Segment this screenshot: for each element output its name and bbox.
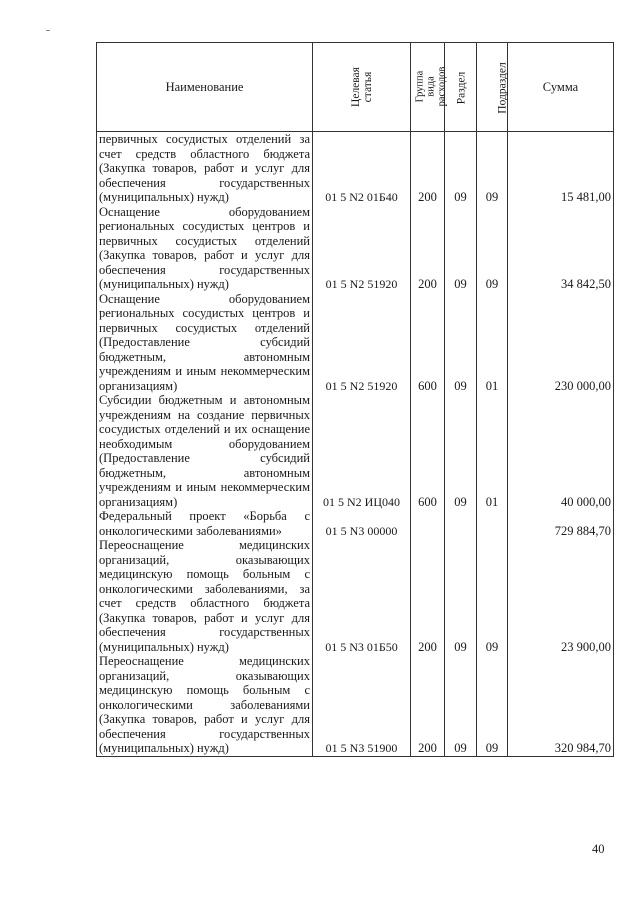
row-target-article: 01 5 N3 51900	[313, 654, 411, 756]
row-target-article: 01 5 N3 01Б50	[313, 538, 411, 654]
row-target-article: 01 5 N3 00000	[313, 509, 411, 538]
row-target-article: 01 5 N2 51920	[313, 292, 411, 394]
row-section: 09	[445, 538, 477, 654]
row-name: Субсидии бюджетным и автономным учреждениям на создание первичных сосудистых отделений и их оснащение необходимым оборудованием (Предоставление субсидий бюджетным, автономным учреждениям и иным некоммерческим организациям)	[97, 393, 313, 509]
page-number: 40	[592, 842, 605, 856]
header-name: Наименование	[97, 43, 313, 132]
row-section: 09	[445, 292, 477, 394]
row-subsection: 09	[477, 654, 508, 756]
row-amount: 15 481,00	[508, 132, 614, 205]
row-expense-group: 600	[411, 393, 445, 509]
row-target-article: 01 5 N2 01Б40	[313, 132, 411, 205]
row-name: первичных сосудистых отделений за счет средств областного бюджета (Закупка товаров, работ и услуг для обеспечения государственных (муниципальных) нужд)	[97, 132, 313, 205]
row-section: 09	[445, 654, 477, 756]
row-amount: 729 884,70	[508, 509, 614, 538]
header-subsection: Подраздел	[477, 43, 508, 132]
budget-table	[96, 42, 614, 757]
header-target-article: Целевая статья	[313, 43, 411, 132]
row-expense-group: 600	[411, 292, 445, 394]
row-section: 09	[445, 393, 477, 509]
row-name: Оснащение оборудованием региональных сосудистых центров и первичных сосудистых отделений (Предоставление субсидий бюджетным, автономным учреждениям и иным некоммерческим организациям)	[97, 292, 313, 394]
row-amount: 34 842,50	[508, 205, 614, 292]
row-name: Оснащение оборудованием региональных сосудистых центров и первичных сосудистых отделений (Закупка товаров, работ и услуг для обеспечения государственных (муниципальных) нужд)	[97, 205, 313, 292]
row-subsection: 01	[477, 292, 508, 394]
row-subsection: 09	[477, 538, 508, 654]
row-subsection	[477, 509, 508, 538]
row-section	[445, 509, 477, 538]
row-amount: 23 900,00	[508, 538, 614, 654]
row-expense-group: 200	[411, 132, 445, 205]
row-section: 09	[445, 132, 477, 205]
row-target-article: 01 5 N2 51920	[313, 205, 411, 292]
row-amount: 40 000,00	[508, 393, 614, 509]
table-header-row	[97, 43, 614, 132]
row-expense-group	[411, 509, 445, 538]
table-row	[97, 538, 614, 654]
table-row	[97, 292, 614, 394]
header-section: Раздел	[445, 43, 477, 132]
row-section: 09	[445, 205, 477, 292]
row-expense-group: 200	[411, 538, 445, 654]
row-name: Федеральный проект «Борьба с онкологическими заболеваниями»	[97, 509, 313, 538]
row-expense-group: 200	[411, 205, 445, 292]
row-subsection: 09	[477, 205, 508, 292]
table-row	[97, 654, 614, 756]
row-amount: 320 984,70	[508, 654, 614, 756]
row-subsection: 09	[477, 132, 508, 205]
row-name: Переоснащение медицинских организаций, оказывающих медицинскую помощь больным с онкологическими заболеваниями (Закупка товаров, работ и услуг для обеспечения государственных (муниципальных) нужд)	[97, 654, 313, 756]
row-target-article: 01 5 N2 ИЦ040	[313, 393, 411, 509]
table-row	[97, 205, 614, 292]
header-amount: Сумма	[508, 43, 614, 132]
row-subsection: 01	[477, 393, 508, 509]
table-row	[97, 132, 614, 205]
table-row	[97, 393, 614, 509]
row-name: Переоснащение медицинских организаций, оказывающих медицинскую помощь больным с онкологическими заболеваниями, за счет средств областного бюджета (Закупка товаров, работ и услуг для обеспечения государственных (муниципальных) нужд)	[97, 538, 313, 654]
scan-mark	[46, 30, 50, 31]
row-expense-group: 200	[411, 654, 445, 756]
header-expense-group: Группа вида расходов	[411, 43, 445, 132]
row-amount: 230 000,00	[508, 292, 614, 394]
table-row	[97, 509, 614, 538]
